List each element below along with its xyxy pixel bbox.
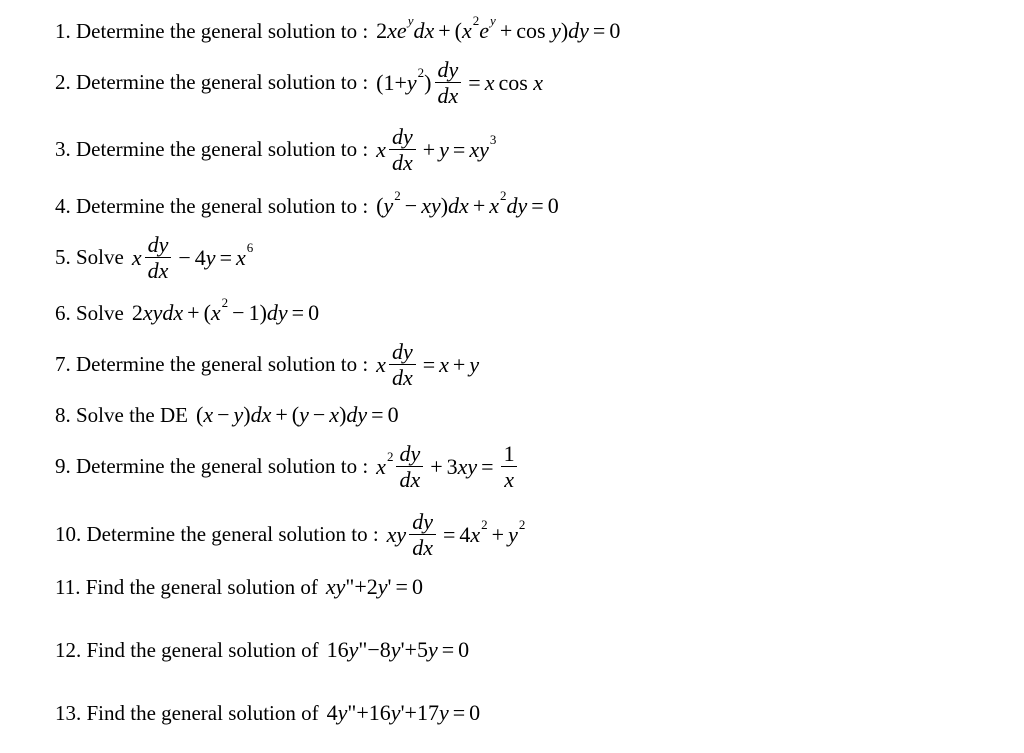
problem-label: 10. Determine the general solution to : [55,522,379,547]
derivative-fraction: $\frac{dy}{dx}$ [389,340,416,389]
problem-1 [55,13,621,44]
problem-5 [55,233,253,282]
problem-equation: 16 y "− 8 y '+ 5 y = 0 [326,637,470,662]
problem-label: 9. Determine the general solution to : [55,454,369,479]
problem-equation: x 2 $\frac{dy}{dx}$ + 3 xy = $\frac{1}{x}$ [376,442,520,491]
problem-equation: ( x − y ) dx + ( y − x ) dy = 0 [195,402,399,427]
problem-13 [55,700,480,726]
problem-3 [55,125,496,174]
problem-equation: 2 xe y dx + ( x 2 e y + cos y ) dy = 0 [376,13,621,43]
derivative-fraction: $\frac{dy}{dx}$ [145,233,172,282]
problem-label: 13. Find the general solution of [55,700,319,725]
problem-7 [55,340,479,389]
problem-12 [55,637,469,663]
problem-8 [55,402,399,428]
derivative-fraction: $\frac{dy}{dx}$ [409,510,436,559]
problem-equation: 4 y "+ 16 y '+ 17 y = 0 [326,700,481,725]
problem-9 [55,442,521,491]
problem-label: 2. Determine the general solution to : [55,70,369,95]
problem-label: 3. Determine the general solution to : [55,137,369,162]
problem-equation: x $\frac{dy}{dx}$ = x + y [376,339,480,391]
reciprocal-fraction: $\frac{1}{x}$ [501,442,518,491]
problem-2 [55,58,543,107]
problem-label: 8. Solve the DE [55,402,188,427]
derivative-fraction: $\frac{dy}{dx}$ [389,125,416,174]
derivative-fraction: $\frac{dy}{dx}$ [396,442,423,491]
problem-equation: (1+ y 2 ) $\frac{dy}{dx}$ = x cos x [376,57,544,109]
problem-label: 11. Find the general solution of [55,574,318,599]
problem-11 [55,574,423,600]
problem-equation: xy $\frac{dy}{dx}$ = 4 x 2 + y 2 [386,509,526,561]
problem-equation: x $\frac{dy}{dx}$ + y = xy 3 [376,124,497,176]
problem-equation: 2 xydx + ( x 2 − 1) dy = 0 [131,295,320,325]
problem-label: 7. Determine the general solution to : [55,352,369,377]
problem-label: 6. Solve [55,300,124,325]
problem-4 [55,188,559,219]
problem-equation: ( y 2 − xy ) dx + x 2 dy = 0 [376,188,559,218]
problem-label: 4. Determine the general solution to : [55,193,369,218]
problem-10 [55,510,525,559]
problem-label: 12. Find the general solution of [55,637,319,662]
problem-label: 5. Solve [55,245,124,270]
problem-label: 1. Determine the general solution to : [55,18,369,43]
problem-6 [55,295,320,326]
derivative-fraction: $\frac{dy}{dx}$ [435,58,462,107]
problem-equation: xy "+ 2 y ' = 0 [325,574,423,599]
problem-equation: x $\frac{dy}{dx}$ − 4 y = x 6 [131,232,254,284]
